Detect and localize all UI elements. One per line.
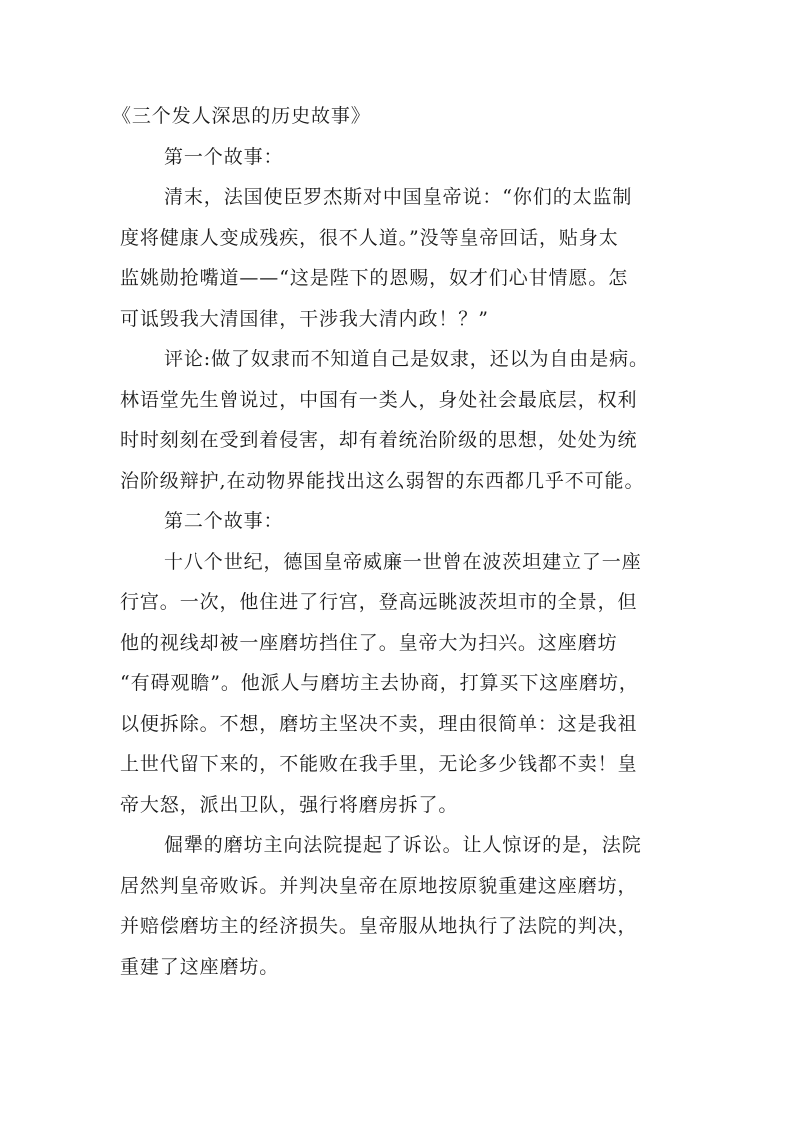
story1-comment-line: 林语堂先生曾说过，中国有一类人，身处社会最底层，权利 xyxy=(120,388,638,411)
document-body xyxy=(112,96,676,987)
story1-comment-line: 时时刻刻在受到着侵害，却有着统治阶级的思想，处处为统 xyxy=(120,429,638,451)
story2-paragraph2-line: 并赔偿磨坊主的经济损失。皇帝服从地执行了法院的判决， xyxy=(120,915,638,937)
story1-line: 可诋毁我大清国律，干涉我大清内政！？” xyxy=(120,307,489,330)
story2-line: 以便拆除。不想，磨坊主坚决不卖，理由很简单：这是我祖 xyxy=(120,712,638,735)
story1-line: 度将健康人变成残疾，很不人道。”没等皇帝回话，贴身太 xyxy=(120,226,619,249)
story2-line: 十八个世纪，德国皇帝威廉一世曾在波茨坦建立了一座 xyxy=(164,550,642,573)
story2-line: 上世代留下来的，不能败在我手里，无论多少钱都不卖！皇 xyxy=(120,753,638,775)
story2-heading: 第二个故事： xyxy=(164,510,284,532)
story1-heading: 第一个故事： xyxy=(164,145,284,168)
story2-paragraph2-line: 重建了这座磨坊。 xyxy=(120,955,280,978)
story1-line: 监姚勋抢嘴道——“这是陛下的恩赐，奴才们心甘情愿。怎 xyxy=(120,267,629,289)
story1-comment-line: 治阶级辩护,在动物界能找出这么弱智的东西都几乎不可能。 xyxy=(120,469,645,492)
story2-paragraph2-line: 居然判皇帝败诉。并判决皇帝在原地按原貌重建这座磨坊， xyxy=(120,874,638,897)
story2-line: 帝大怒，派出卫队，强行将磨房拆了。 xyxy=(120,793,459,816)
story2-line: “有碍观瞻”。他派人与磨坊主去协商，打算买下这座磨坊， xyxy=(120,672,639,694)
story2-line: 他的视线却被一座磨坊挡住了。皇帝大为扫兴。这座磨坊 xyxy=(120,631,618,654)
story1-line: 清末，法国使臣罗杰斯对中国皇帝说：“你们的太监制 xyxy=(164,186,633,208)
story2-line: 行宫。一次，他住进了行宫，登高远眺波茨坦市的全景，但 xyxy=(120,591,638,613)
story1-comment-line: 评论:做了奴隶而不知道自己是奴隶，还以为自由是病。 xyxy=(164,348,649,370)
document-title: 《三个发人深思的历史故事》 xyxy=(112,105,371,127)
story2-paragraph2-line: 倔犟的磨坊主向法院提起了诉讼。让人惊讶的是，法院 xyxy=(164,834,642,856)
